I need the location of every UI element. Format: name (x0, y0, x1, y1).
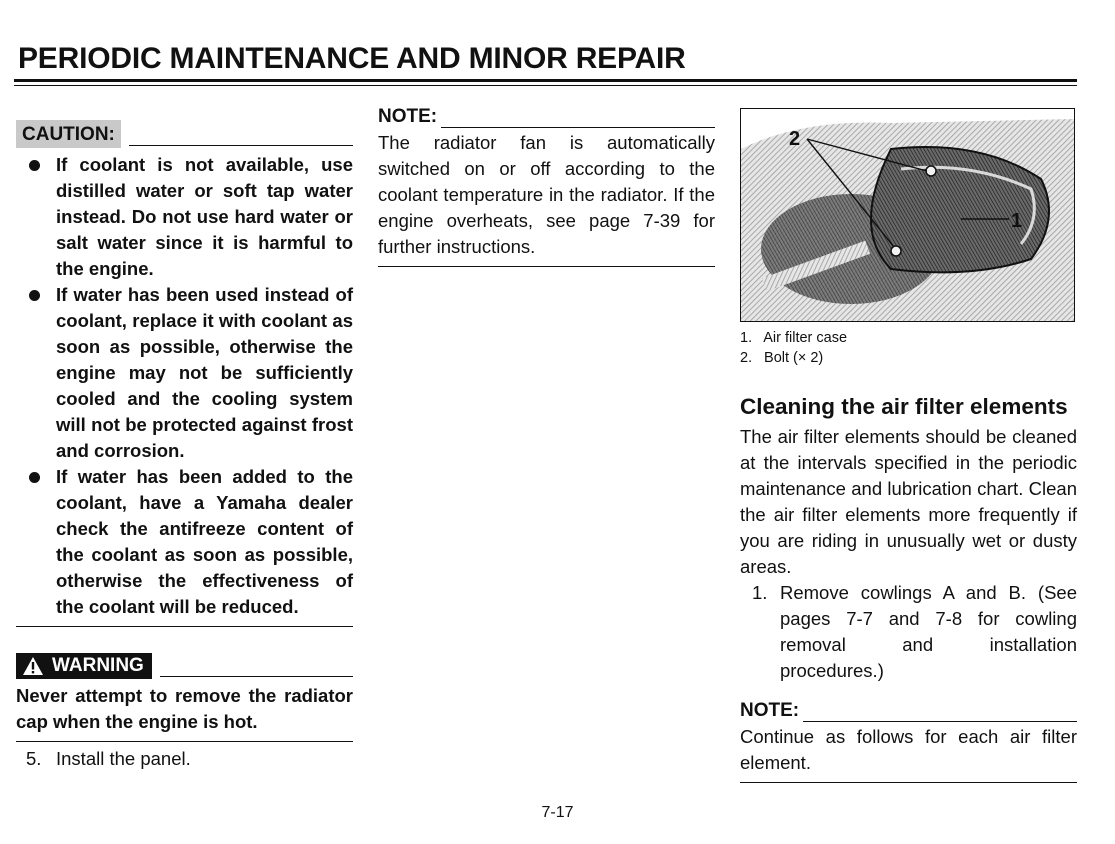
callout-2-label: 2 (789, 128, 801, 150)
caution-list (16, 152, 353, 620)
air-filter-case-illustration (741, 109, 1074, 321)
caption-text: Bolt (× 2) (764, 350, 824, 366)
warning-text: Never attempt to remove the radiator cap when the engine is hot. (16, 685, 353, 732)
note-each-end-rule (740, 782, 1077, 783)
air-filter-figure (740, 108, 1075, 322)
figure-captions (740, 328, 1077, 368)
bullet-icon (29, 472, 40, 483)
warning-triangle-icon (22, 656, 44, 676)
caution-item-text: If water has been used instead of coolant, replace it with coolant as soon as possible, otherwise the engine may not be sufficiently cooled and the cooling system will not be protected against frost and corrosion. (56, 284, 353, 461)
page-title: PERIODIC MAINTENANCE AND MINOR REPAIR (18, 42, 686, 75)
page-number: 7-17 (541, 804, 574, 821)
note-each-header (740, 698, 1077, 724)
step-text: Install the panel. (56, 748, 191, 769)
note-each-text: Continue as follows for each air filter element. (740, 726, 1077, 773)
warning-header (16, 653, 353, 679)
note-fan-end-rule (378, 266, 715, 267)
caution-rule (129, 145, 353, 146)
step-number: 5. (26, 748, 42, 769)
note-fan-header (378, 104, 715, 130)
note-label: NOTE: (378, 106, 438, 127)
warning-label-text: WARNING (52, 655, 144, 676)
caption-number: 2. (740, 350, 753, 366)
caution-header (16, 120, 353, 148)
air-filter-intro: The air filter elements should be cleaned at the intervals specified in the periodic maintenance and lubrication chart. Clean the air filter elements more frequently if you are riding in unusually wet or dusty areas. (740, 426, 1077, 577)
warning-end-rule (16, 741, 353, 742)
note-label: NOTE: (740, 700, 800, 721)
caution-end-rule (16, 626, 353, 627)
note-rule (803, 721, 1077, 722)
step-1 (740, 580, 1077, 684)
caption-item (740, 328, 1077, 348)
header-rule-thin (14, 85, 1077, 86)
caption-number: 1. (740, 330, 753, 346)
step-number: 1. (752, 582, 768, 603)
step-text: Remove cowlings A and B. (See pages 7-7 and 7-8 for cowling removal and installation procedures.) (780, 582, 1077, 681)
middle-column (378, 104, 715, 267)
callout-1-label: 1 (1011, 210, 1023, 232)
bullet-icon (29, 160, 40, 171)
note-rule (441, 127, 715, 128)
caution-item-text: If coolant is not available, use distilled water or soft tap water instead. Do not use hard water or salt water since it is harmful to the engine. (56, 154, 353, 279)
left-column (16, 120, 353, 772)
right-column (740, 108, 1077, 783)
warning-block (16, 653, 353, 742)
header-rule-thick (14, 79, 1077, 82)
caution-item (16, 464, 353, 620)
warning-label (16, 653, 152, 679)
warning-rule (160, 676, 353, 677)
bullet-icon (29, 290, 40, 301)
caption-text: Air filter case (763, 330, 848, 346)
step-5 (16, 746, 353, 772)
note-fan-text: The radiator fan is automatically switched on or off according to the coolant temperature in the radiator. If the engine overheats, see page 7-39 for further instructions. (378, 132, 715, 257)
caption-item (740, 348, 1077, 368)
caution-item (16, 152, 353, 282)
caution-item (16, 282, 353, 464)
caution-label: CAUTION: (16, 120, 121, 148)
section-heading: Cleaning the air filter elements (740, 394, 1068, 419)
caution-item-text: If water has been added to the coolant, have a Yamaha dealer check the antifreeze content of the coolant as soon as possible, otherwise the effectiveness of the coolant will be reduced. (56, 466, 353, 617)
